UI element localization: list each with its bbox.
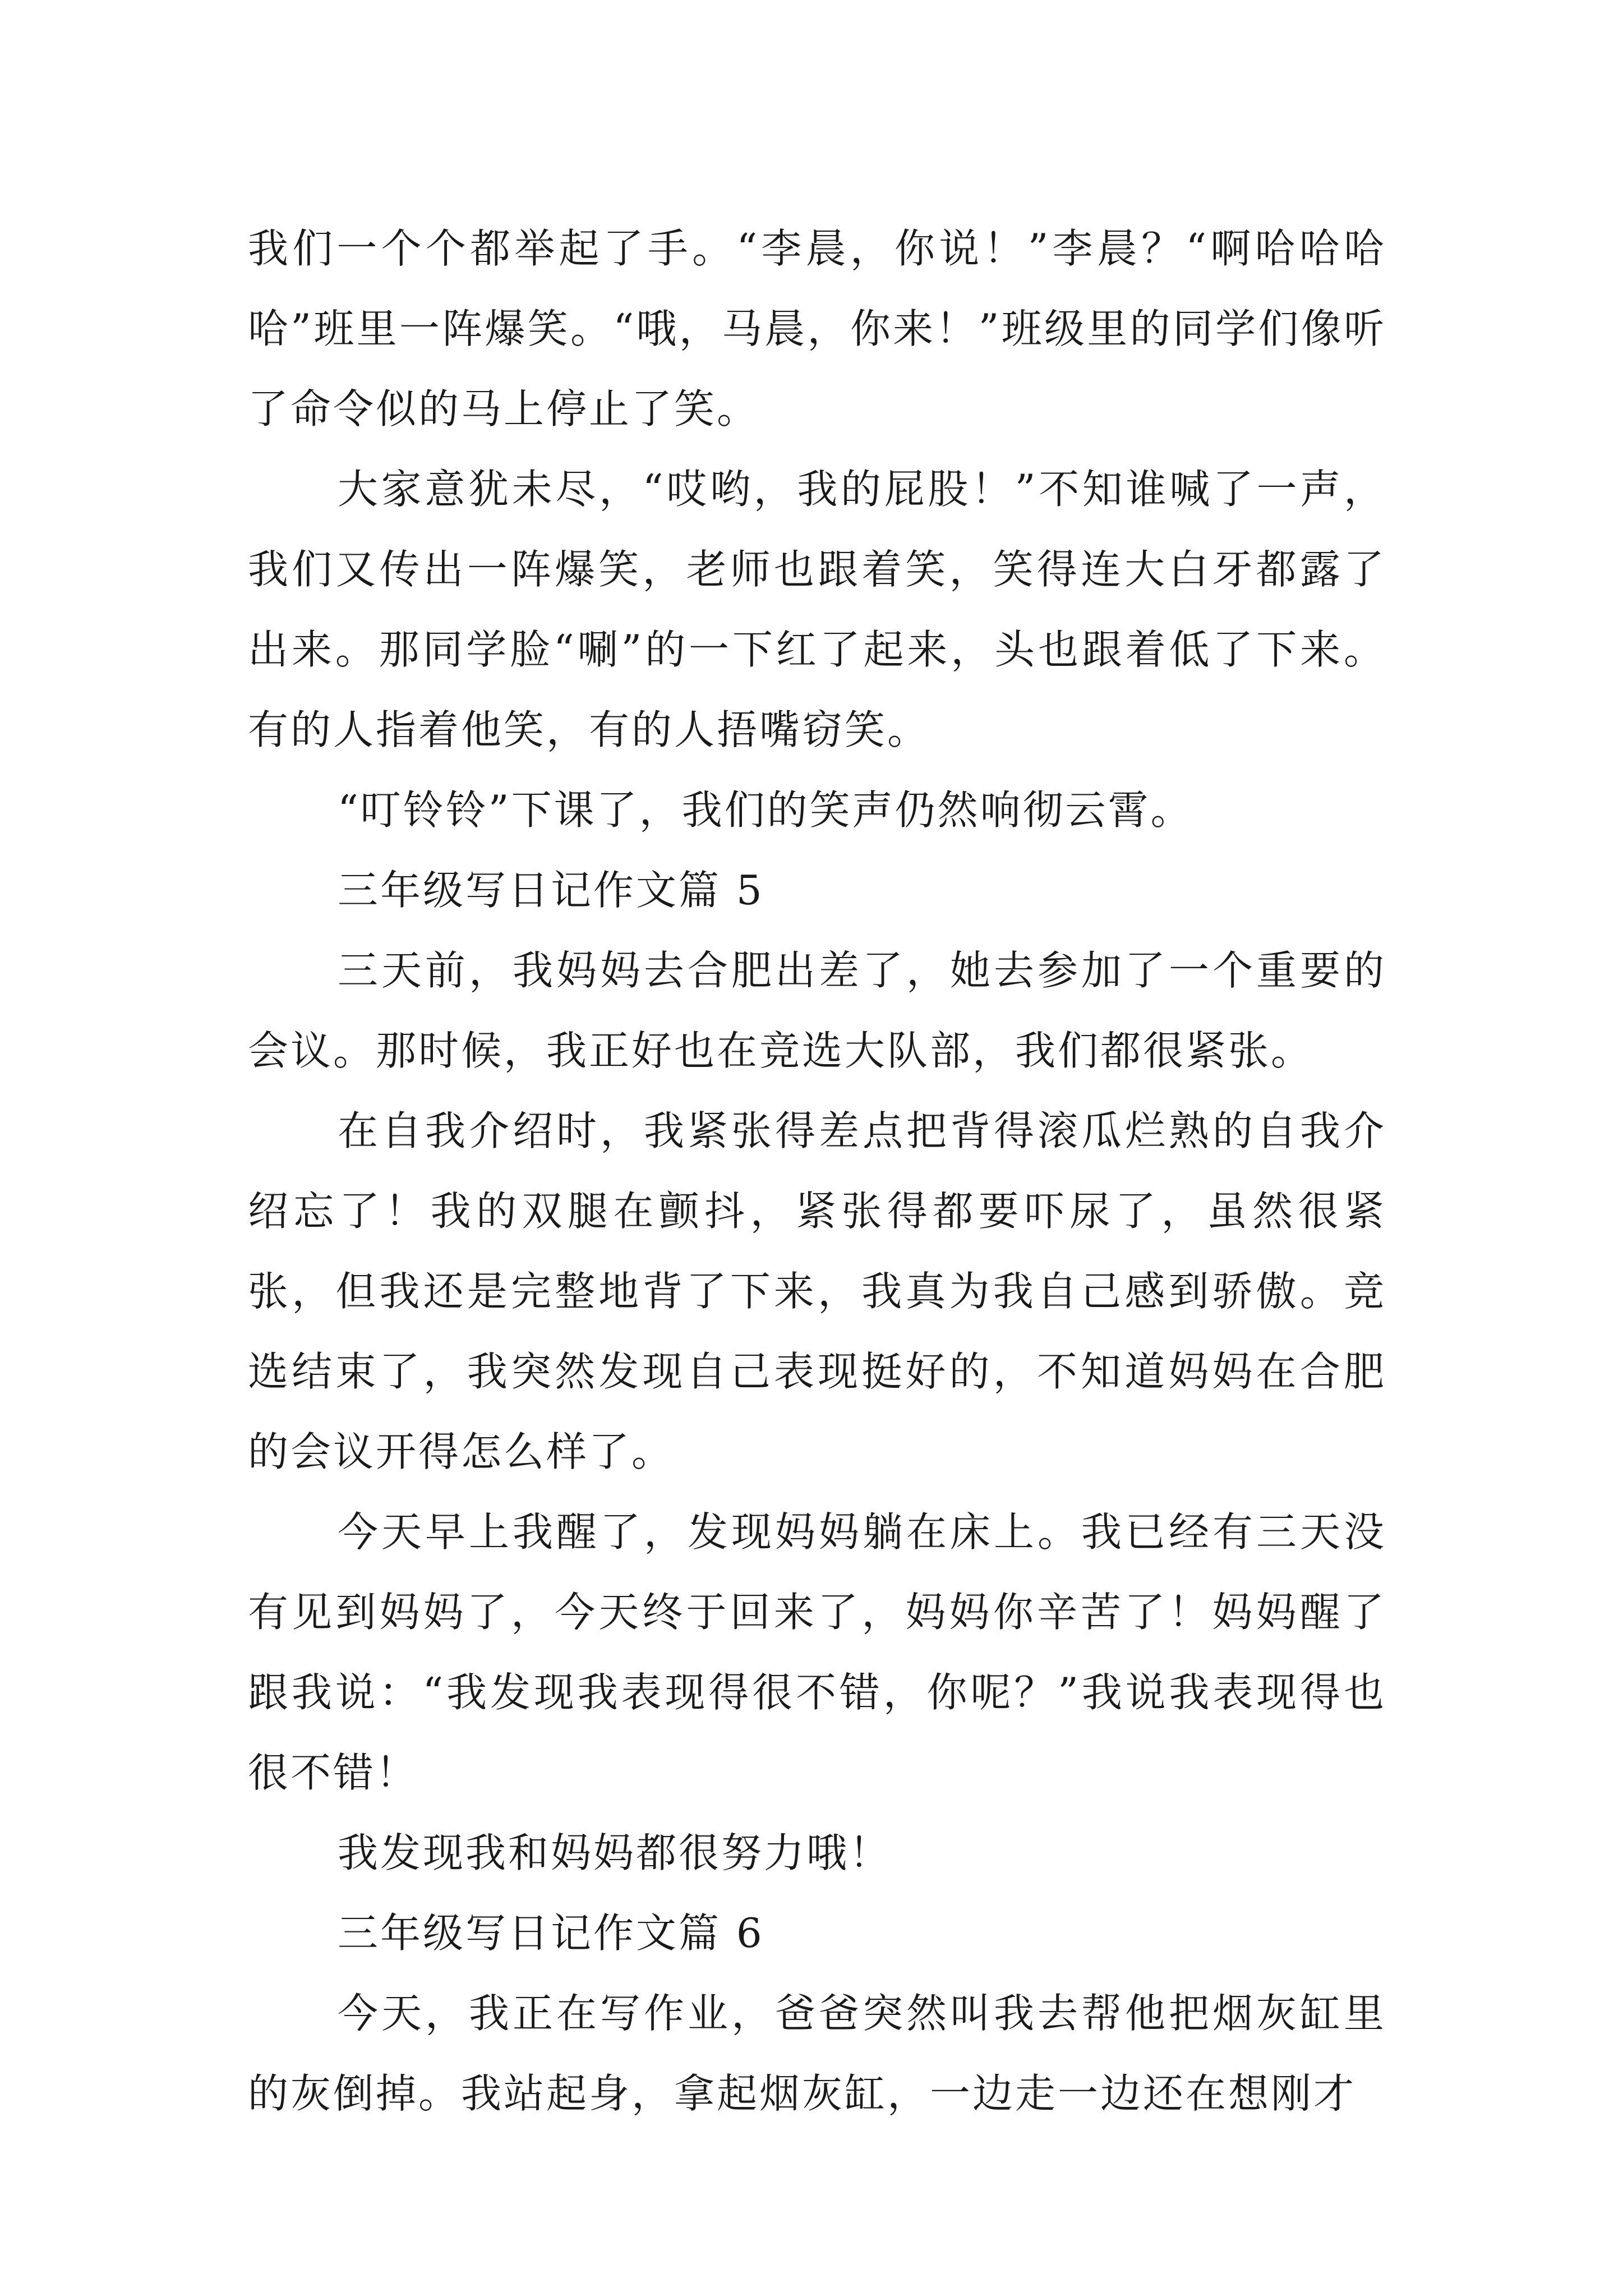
document-body [248, 209, 1386, 2134]
paragraph: 今天，我正在写作业，爸爸突然叫我去帮他把烟灰缸里的灰倒掉。我站起身，拿起烟灰缸，一边走一边还在想刚才 [248, 1990, 1386, 2117]
paragraph: 我们一个个都举起了手。“李晨，你说！”李晨？“啊哈哈哈哈”班里一阵爆笑。“哦，马晨，你来！”班级里的同学们像听了命令似的马上停止了笑。 [248, 225, 1386, 432]
paragraph: 大家意犹未尽，“哎哟，我的屁股！”不知谁喊了一声，我们又传出一阵爆笑，老师也跟着笑，笑得连大白牙都露了出来。那同学脸“唰”的一下红了起来，头也跟着低了下来。有的人指着他笑，有的人捂嘴窃笑。 [248, 466, 1386, 753]
paragraph: 在自我介绍时，我紧张得差点把背得滚瓜烂熟的自我介绍忘了！我的双腿在颤抖，紧张得都要吓尿了，虽然很紧张，但我还是完整地背了下来，我真为我自己感到骄傲。竞选结束了，我突然发现自己表现挺好的，不知道妈妈在合肥的会议开得怎么样了。 [248, 1107, 1386, 1475]
paragraph: 三天前，我妈妈去合肥出差了，她去参加了一个重要的会议。那时候，我正好也在竞选大队部，我们都很紧张。 [248, 947, 1386, 1074]
section-heading: 三年级写日记作文篇 6 [338, 1910, 764, 1957]
paragraph: “叮铃铃”下课了，我们的笑声仍然响彻云霄。 [338, 786, 1193, 834]
paragraph: 今天早上我醒了，发现妈妈躺在床上。我已经有三天没有见到妈妈了，今天终于回来了，妈妈你辛苦了！妈妈醒了跟我说：“我发现我表现得很不错，你呢？”我说我表现得也很不错！ [248, 1508, 1386, 1796]
paragraph: 我发现我和妈妈都很努力哦！ [338, 1829, 892, 1876]
section-heading: 三年级写日记作文篇 5 [338, 867, 764, 914]
